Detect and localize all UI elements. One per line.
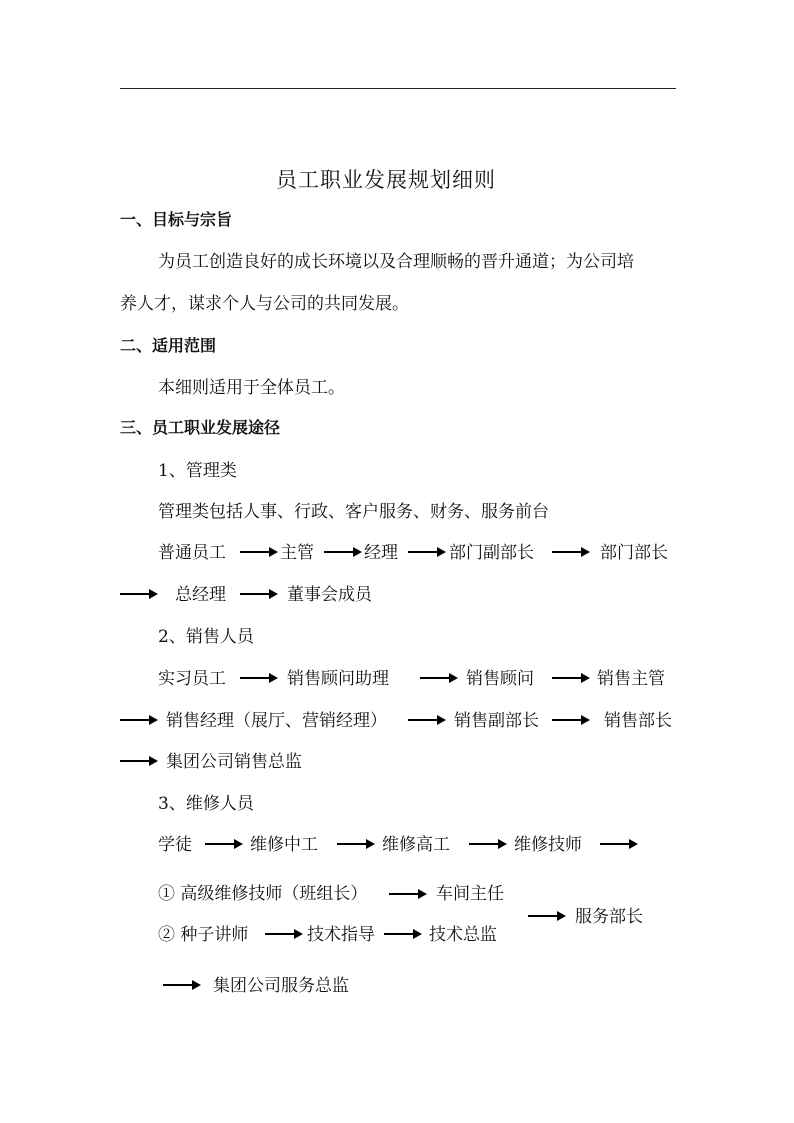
path-step: 集团公司销售总监 (166, 752, 302, 772)
path-step: 实习员工 (158, 669, 226, 689)
path-step: 维修技师 (514, 835, 582, 855)
branch-step: ① 高级维修技师（班组长） (158, 884, 368, 904)
paragraph-line: 为员工创造良好的成长环境以及合理顺畅的晋升通道；为公司培 (158, 252, 634, 272)
arrow-icon (600, 839, 638, 849)
arrow-icon (552, 715, 590, 725)
branch-step: 技术指导 (307, 925, 375, 945)
arrow-icon (552, 547, 590, 557)
path-step: 销售部长 (604, 711, 672, 731)
branch-step: 车间主任 (436, 884, 504, 904)
arrow-icon (528, 911, 566, 921)
arrow-icon (240, 547, 278, 557)
path-step: 总经理 (175, 585, 226, 605)
path-step: 销售顾问 (466, 669, 534, 689)
section-heading-paths: 三、员工职业发展途径 (120, 418, 281, 437)
branch-step: ② 种子讲师 (158, 925, 249, 945)
path-step: 部门副部长 (449, 543, 534, 563)
section-heading-goals: 一、目标与宗旨 (120, 210, 233, 229)
path-step: 经理 (364, 543, 398, 563)
arrow-icon (337, 839, 375, 849)
arrow-icon (240, 673, 278, 683)
path-step: 销售副部长 (454, 711, 539, 731)
arrow-icon (205, 839, 243, 849)
subheading-sales: 2、销售人员 (158, 627, 254, 647)
arrow-icon (469, 839, 507, 849)
paragraph-line: 养人才，谋求个人与公司的共同发展。 (120, 294, 409, 314)
path-step: 董事会成员 (287, 585, 372, 605)
path-step: 部门部长 (600, 543, 668, 563)
merge-step: 服务部长 (575, 907, 643, 927)
arrow-icon (324, 547, 362, 557)
arrow-icon (120, 756, 158, 766)
arrow-icon (120, 589, 158, 599)
arrow-icon (552, 673, 590, 683)
final-step: 集团公司服务总监 (213, 976, 349, 996)
path-step: 学徒 (158, 835, 192, 855)
subheading-repair: 3、维修人员 (158, 794, 254, 814)
arrow-icon (420, 673, 458, 683)
branch-step: 技术总监 (429, 925, 497, 945)
path-step: 维修高工 (382, 835, 450, 855)
document-title: 员工职业发展规划细则 (276, 168, 496, 192)
header-rule (120, 88, 676, 89)
arrow-icon (389, 889, 427, 899)
arrow-icon (408, 547, 446, 557)
arrow-icon (384, 929, 422, 939)
path-step: 销售经理（展厅、营销经理） (166, 711, 387, 731)
paragraph-line: 本细则适用于全体员工。 (158, 378, 345, 398)
path-step: 销售顾问助理 (287, 669, 389, 689)
path-step: 维修中工 (250, 835, 318, 855)
arrow-icon (408, 715, 446, 725)
management-description: 管理类包括人事、行政、客户服务、财务、服务前台 (158, 502, 549, 522)
section-heading-scope: 二、适用范围 (120, 336, 217, 355)
arrow-icon (120, 715, 158, 725)
arrow-icon (240, 589, 278, 599)
path-step: 普通员工 (158, 543, 226, 563)
arrow-icon (265, 929, 303, 939)
path-step: 主管 (280, 543, 314, 563)
path-step: 销售主管 (597, 669, 665, 689)
subheading-management: 1、管理类 (158, 461, 237, 481)
arrow-icon (163, 980, 201, 990)
